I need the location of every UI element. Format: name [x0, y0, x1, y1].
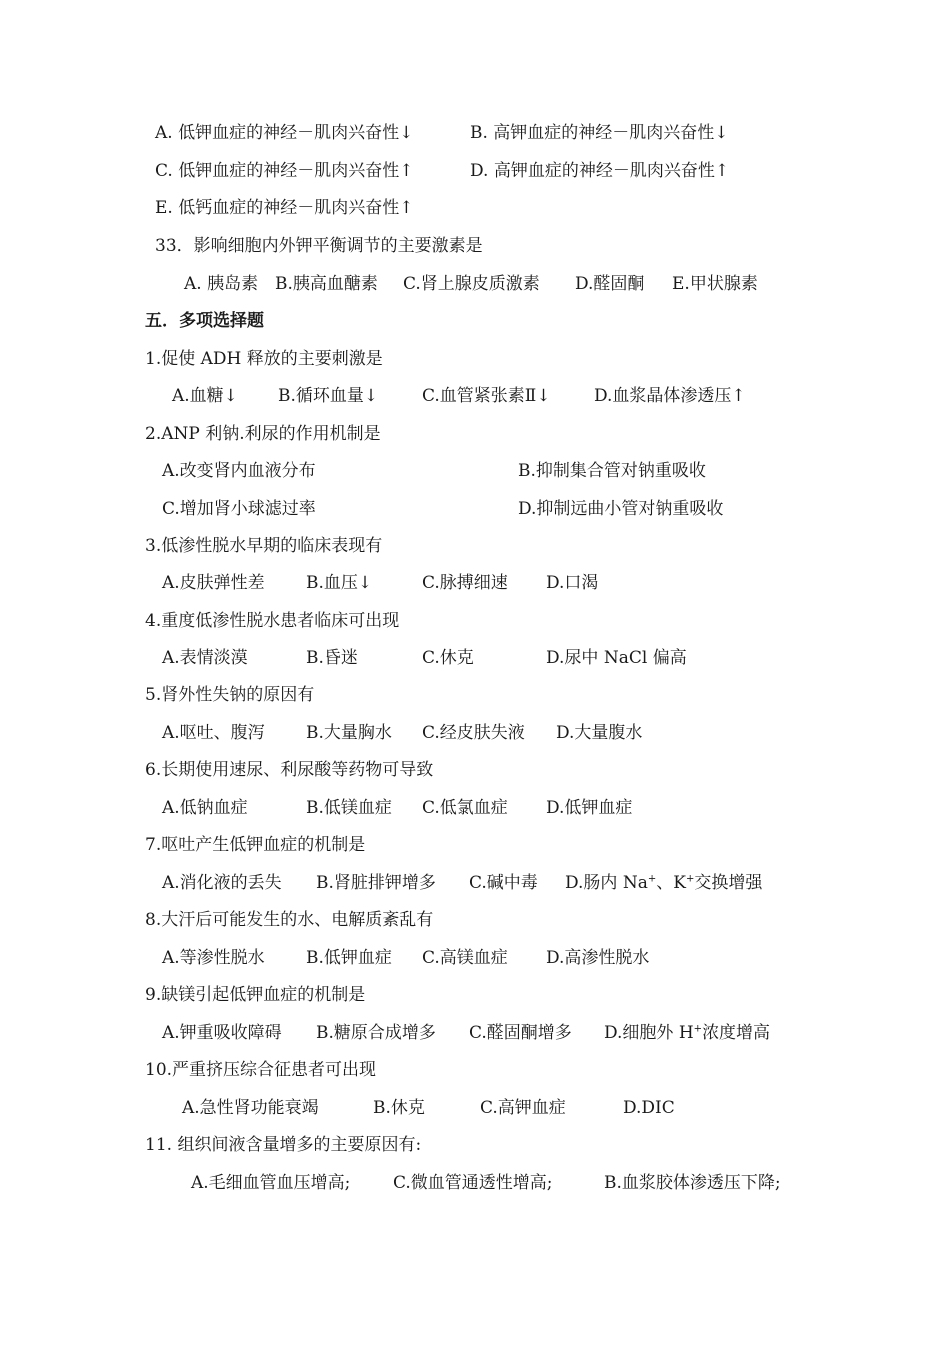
mq5-question: 5.肾外性失钠的原因有 [145, 685, 315, 705]
mq4-question: 4.重度低渗性脱水患者临床可出现 [145, 611, 400, 631]
mq1-option-b: B.循环血量↓ [278, 386, 379, 406]
mq3-question: 3.低渗性脱水早期的临床表现有 [145, 536, 383, 556]
q33-option-b: B.胰高血醣素 [275, 274, 378, 294]
mq3-option-d: D.口渴 [546, 573, 599, 593]
mq11-option-a: A.毛细血管血压增高; [191, 1173, 351, 1193]
mq10-option-b: B.休克 [373, 1098, 425, 1118]
q32-option-e: E. 低钙血症的神经－肌肉兴奋性↑ [155, 198, 414, 218]
q33-option-c: C.肾上腺皮质激素 [403, 274, 540, 294]
mq8-option-d: D.高渗性脱水 [546, 948, 650, 968]
mq9-option-d: D.细胞外 H+浓度增高 [604, 1023, 771, 1043]
mq6-option-c: C.低氯血症 [422, 798, 508, 818]
mq7-question: 7.呕吐产生低钾血症的机制是 [145, 835, 366, 855]
mq6-option-d: D.低钾血症 [546, 798, 633, 818]
q33-option-a: A. 胰岛素 [184, 274, 259, 294]
mq2-option-d: D.抑制远曲小管对钠重吸收 [518, 499, 724, 519]
mq11-option-c: C.微血管通透性增高; [393, 1173, 553, 1193]
mq7-option-d: D.肠内 Na+、K+交换增强 [565, 873, 763, 893]
mq8-option-a: A.等渗性脱水 [162, 948, 265, 968]
mq2-option-a: A.改变肾内血液分布 [162, 461, 316, 481]
mq8-option-c: C.高镁血症 [422, 948, 508, 968]
mq6-question: 6.长期使用速尿、利尿酸等药物可导致 [145, 760, 434, 780]
mq2-option-b: B.抑制集合管对钠重吸收 [518, 461, 706, 481]
mq1-option-c: C.血管紧张素Ⅱ↓ [422, 386, 551, 406]
mq2-option-c: C.增加肾小球滤过率 [162, 499, 316, 519]
mq3-option-a: A.皮肤弹性差 [162, 573, 265, 593]
mq5-option-c: C.经皮肤失液 [422, 723, 525, 743]
mq11-question: 11. 组织间液含量增多的主要原因有: [145, 1135, 422, 1155]
q33-option-e: E.甲状腺素 [672, 274, 758, 294]
mq6-option-a: A.低钠血症 [162, 798, 248, 818]
mq9-option-c: C.醛固酮增多 [469, 1023, 572, 1043]
mq7-option-c: C.碱中毒 [469, 873, 538, 893]
mq4-option-b: B.昏迷 [306, 648, 358, 668]
q33-option-d: D.醛固酮 [575, 274, 645, 294]
mq9-option-a: A.钾重吸收障碍 [162, 1023, 282, 1043]
q32-option-a: A. 低钾血症的神经－肌肉兴奋性↓ [155, 123, 414, 143]
mq5-option-a: A.呕吐、腹泻 [162, 723, 265, 743]
q32-option-b: B. 高钾血症的神经－肌肉兴奋性↓ [470, 123, 729, 143]
mq9-option-b: B.糖原合成增多 [316, 1023, 436, 1043]
mq1-option-d: D.血浆晶体渗透压↑ [594, 386, 746, 406]
mq8-question: 8.大汗后可能发生的水、电解质紊乱有 [145, 910, 434, 930]
mq10-option-c: C.高钾血症 [480, 1098, 566, 1118]
mq10-option-d: D.DIC [623, 1098, 675, 1118]
mq3-option-c: C.脉搏细速 [422, 573, 508, 593]
q32-option-c: C. 低钾血症的神经－肌肉兴奋性↑ [155, 161, 414, 181]
mq3-option-b: B.血压↓ [306, 573, 373, 593]
mq8-option-b: B.低钾血症 [306, 948, 392, 968]
mq7-option-a: A.消化液的丢失 [162, 873, 282, 893]
mq10-question: 10.严重挤压综合征患者可出现 [145, 1060, 377, 1080]
mq6-option-b: B.低镁血症 [306, 798, 392, 818]
mq4-option-c: C.休克 [422, 648, 474, 668]
mq11-option-b: B.血浆胶体渗透压下降; [604, 1173, 781, 1193]
mq4-option-d: D.尿中 NaCl 偏高 [546, 648, 687, 668]
mq10-option-a: A.急性肾功能衰竭 [182, 1098, 319, 1118]
mq2-question: 2.ANP 利钠.利尿的作用机制是 [145, 424, 381, 444]
mq7-option-b: B.肾脏排钾增多 [316, 873, 436, 893]
q33-question: 33．影响细胞内外钾平衡调节的主要激素是 [155, 236, 483, 256]
mq1-question: 1.促使 ADH 释放的主要刺激是 [145, 349, 383, 369]
mq5-option-b: B.大量胸水 [306, 723, 392, 743]
q32-option-d: D. 高钾血症的神经－肌肉兴奋性↑ [470, 161, 730, 181]
mq5-option-d: D.大量腹水 [556, 723, 643, 743]
mq9-question: 9.缺镁引起低钾血症的机制是 [145, 985, 366, 1005]
section-title: 五．多项选择题 [145, 311, 264, 331]
mq4-option-a: A.表情淡漠 [162, 648, 248, 668]
mq1-option-a: A.血糖↓ [172, 386, 238, 406]
